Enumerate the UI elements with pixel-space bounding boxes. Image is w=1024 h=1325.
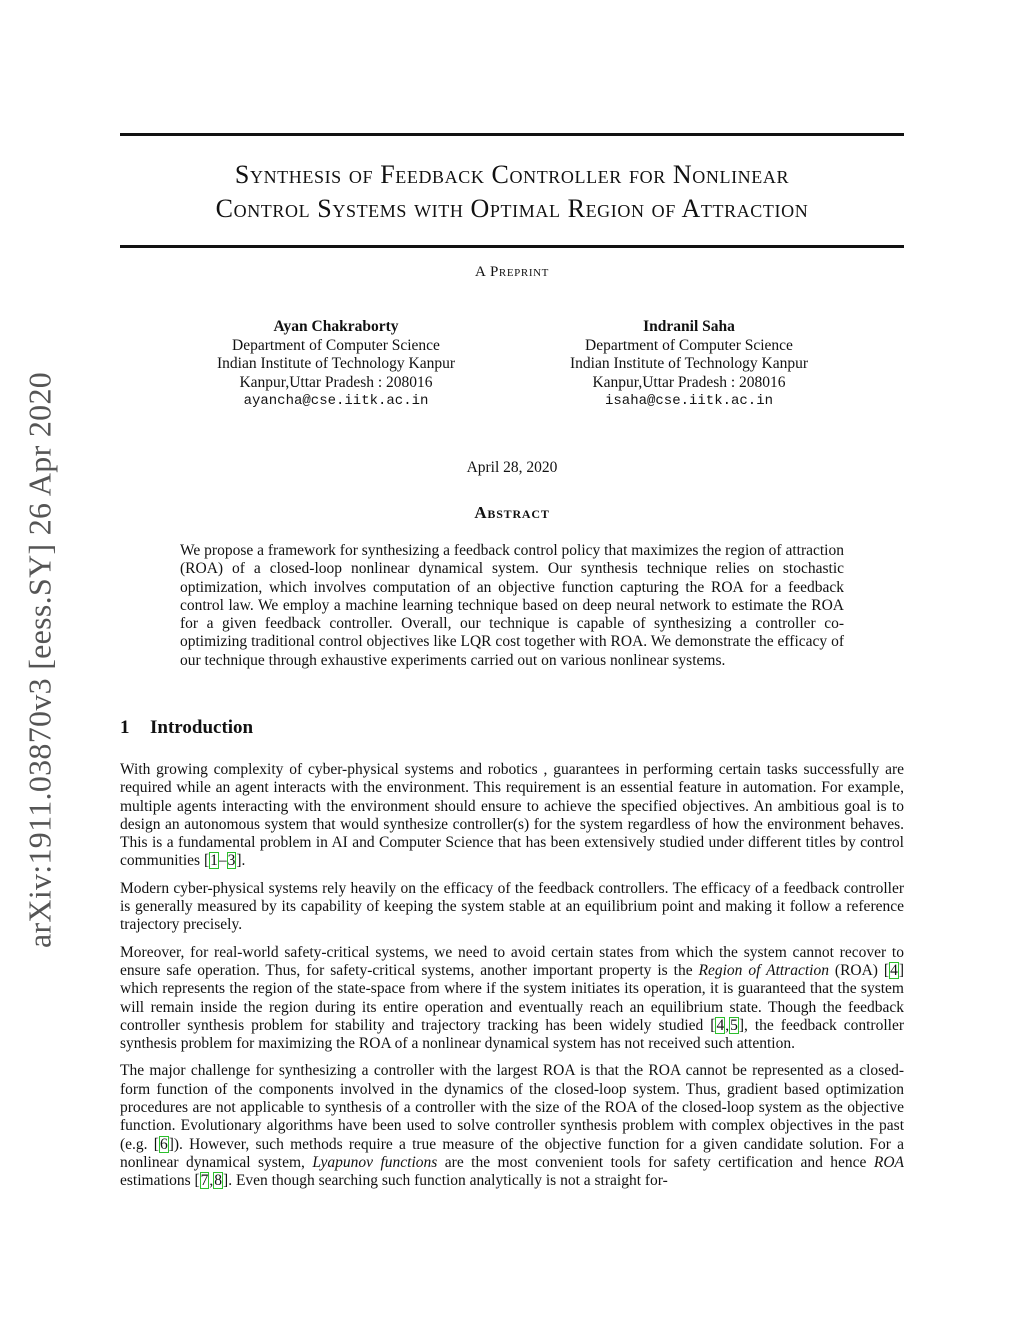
citation-comma: , <box>725 1016 730 1034</box>
paragraph-3-text-3: ] which represents the region of the state-space from where if the system initiates its operation, it is guaranteed that the system will remain inside the region during its entire operation and eventually reach an equilibrium state. Though the feedback controller synthesis problem for stability and trajectory tracking has been widely studied [ <box>120 961 904 1034</box>
paragraph-4-text-5: ]. Even though searching such function analytically is not a straight for- <box>223 1172 668 1190</box>
citation-dash: – <box>218 852 227 870</box>
paragraph-4 <box>120 1062 904 1190</box>
abstract-heading: Abstract <box>474 503 550 522</box>
author-block-1 <box>186 318 486 411</box>
paragraph-1-text: With growing complexity of cyber-physical systems and robotics , guarantees in performing certain tasks successfully are required while an agent interacts with the environment. This requirement is an essential feature in automation. For example, multiple agents interacting with the environment should ensure to achieve the specified objectives. An ambitious goal is to design an autonomous system that would synthesize controller(s) for the system regardless of how the environment behaves. This is a fundamental problem in AI and Computer Science that has been extensively studied under different titles by control communities [ <box>120 761 904 870</box>
citation-link[interactable]: 8 <box>214 1172 223 1190</box>
author-department: Department of Computer Science <box>232 336 440 354</box>
author-name: Ayan Chakraborty <box>273 318 399 335</box>
section-number: 1 <box>120 717 130 738</box>
introduction-body <box>120 761 904 1200</box>
emphasis-lyapunov-functions: Lyapunov functions <box>312 1153 438 1171</box>
section-title: Introduction <box>150 717 254 738</box>
paragraph-1 <box>120 761 904 871</box>
paragraph-4-text-4: estimations [ <box>120 1172 200 1190</box>
paper-title-line-1: Synthesis of Feedback Controller for Nonlinear <box>234 160 790 189</box>
citation-link[interactable]: 4 <box>890 961 898 979</box>
title-rule-bottom <box>120 245 904 248</box>
paragraph-4-text-3: are the most convenient tools for safety certification and hence <box>437 1153 874 1171</box>
paragraph-3-text-2: (ROA) [ <box>828 961 890 979</box>
citation-link[interactable]: 3 <box>227 852 236 870</box>
paragraph-3-text-4: ], the feedback controller synthesis problem for maximizing the ROA of a nonlinear dynamical system has not received such attention. <box>120 1016 904 1053</box>
preprint-label: A Preprint <box>475 264 549 280</box>
citation-link[interactable]: 6 <box>159 1135 168 1153</box>
author-institute: Indian Institute of Technology Kanpur <box>217 355 455 372</box>
title-rule-top <box>120 133 904 136</box>
author-email[interactable]: isaha@cse.iitk.ac.in <box>604 393 774 409</box>
paper-title <box>120 158 904 226</box>
citation-link[interactable]: 4 <box>716 1016 725 1034</box>
paper-title-line-2: Control Systems with Optimal Region of Attraction <box>215 194 809 223</box>
author-location: Kanpur,Uttar Pradesh : 208016 <box>239 373 433 391</box>
paragraph-4-text-2: ]). However, such methods require a true measure of the objective function for a given candidate solution. For a nonlinear dynamical system, <box>120 1135 905 1171</box>
abstract-text: We propose a framework for synthesizing a feedback control policy that maximizes the region of attraction (ROA) of a closed-loop nonlinear dynamical system. Our synthesis technique relies on stochastic optimization, which involves computation of an objective function capturing the ROA for a feedback control law. We employ a machine learning technique based on deep neural network to estimate the ROA for a given feedback controller. Overall, our technique is capable of synthesizing a controller co-optimizing traditional control objectives like LQR cost together with ROA. We demonstrate the efficacy of our technique through exhaustive experiments carried out on various nonlinear systems. <box>180 542 844 669</box>
author-name: Indranil Saha <box>643 318 735 335</box>
author-department: Department of Computer Science <box>585 336 793 354</box>
paragraph-2: Modern cyber-physical systems rely heavily on the efficacy of the feedback controllers. The efficacy of a feedback controller is generally measured by its capability of keeping the system stable at an equilibrium point and making it follow a reference trajectory precisely. <box>120 879 904 934</box>
citation-link[interactable]: 7 <box>200 1172 209 1190</box>
paragraph-1-end: ]. <box>236 852 246 870</box>
author-block-2 <box>539 318 839 411</box>
citation-link[interactable]: 5 <box>730 1016 738 1034</box>
author-email[interactable]: ayancha@cse.iitk.ac.in <box>243 393 429 409</box>
section-heading <box>120 717 253 739</box>
citation-link[interactable]: 1 <box>210 852 218 870</box>
author-location: Kanpur,Uttar Pradesh : 208016 <box>592 373 786 391</box>
emphasis-roa: ROA <box>873 1153 905 1171</box>
paragraph-3 <box>120 944 904 1054</box>
emphasis-region-of-attraction: Region of Attraction <box>698 961 829 979</box>
arxiv-identifier: arXiv:1911.03870v3 [eess.SY] 26 Apr 2020 <box>21 371 58 949</box>
paragraph-4-text-1: The major challenge for synthesizing a controller with the largest ROA is that the ROA cannot be represented as a closed-form function of the components involved in the dynamics of the closed-loop system. Thus, gradient based optimization procedures are not applicable to synthesis of a controller with the size of the ROA of the closed-loop system as the objective function. Evolutionary algorithms have been used to solve controller synthesis problem with complex objectives in the past (e.g. [ <box>120 1062 904 1153</box>
paragraph-3-text-1: Moreover, for real-world safety-critical systems, we need to avoid certain states from which the system cannot recover to ensure safe operation. Thus, for safety-critical systems, another important property is the <box>120 943 904 979</box>
paper-date: April 28, 2020 <box>466 459 558 476</box>
citation-comma: , <box>209 1172 214 1190</box>
author-institute: Indian Institute of Technology Kanpur <box>570 355 808 372</box>
